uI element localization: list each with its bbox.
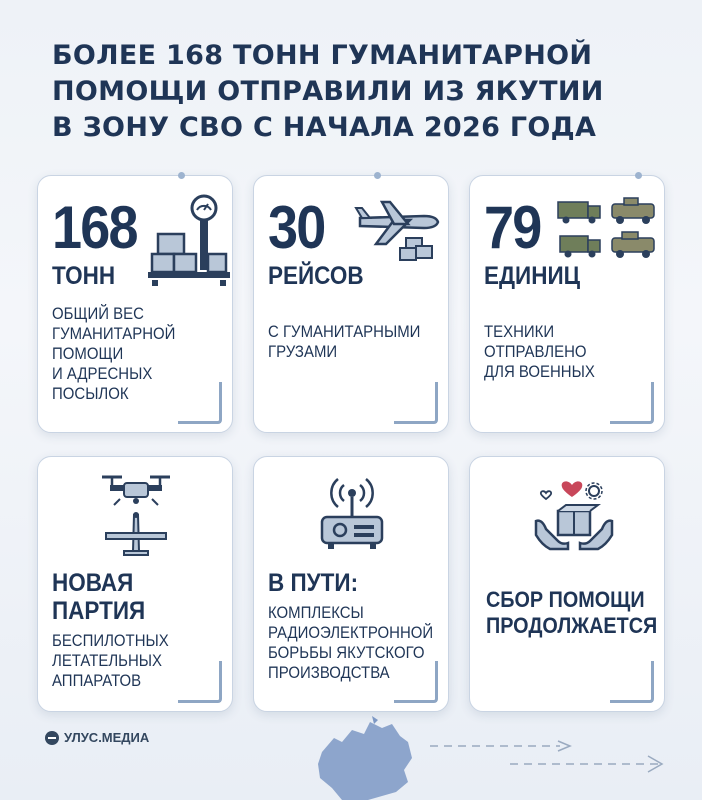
drone-icon bbox=[96, 471, 176, 557]
card-tons bbox=[37, 175, 233, 433]
headline-line-2: ПОМОЩИ ОТПРАВИЛИ ИЗ ЯКУТИИ bbox=[52, 76, 604, 107]
brand-icon bbox=[45, 731, 59, 745]
yakutia-map-icon bbox=[312, 712, 422, 800]
ew-description: КОМПЛЕКСЫ РАДИОЭЛЕКТРОННОЙ БОРЬБЫ ЯКУТСКОГО ПРОИЗВОДСТВА bbox=[268, 603, 434, 682]
card-collection bbox=[469, 456, 665, 712]
flights-number: 30 bbox=[268, 194, 325, 261]
vehicles-number: 79 bbox=[484, 194, 541, 261]
arrow-decoration bbox=[430, 738, 680, 778]
tons-unit: ТОНН bbox=[52, 262, 116, 290]
radio-transmitter-icon bbox=[316, 469, 388, 555]
flights-unit: РЕЙСОВ bbox=[268, 262, 364, 290]
card-flights bbox=[253, 175, 449, 433]
hands-box-heart-icon bbox=[532, 475, 616, 559]
tons-description: ОБЩИЙ ВЕС ГУМАНИТАРНОЙ ПОМОЩИ И АДРЕСНЫХ ПОСЫЛОК bbox=[52, 304, 176, 403]
headline-line-1: БОЛЕЕ 168 ТОНН ГУМАНИТАРНОЙ bbox=[52, 40, 593, 71]
headline-line-3: В ЗОНУ СВО С НАЧАЛА 2026 ГОДА bbox=[52, 112, 597, 143]
tons-number: 168 bbox=[52, 194, 137, 261]
brand-logo bbox=[45, 730, 149, 745]
airplane-cargo-icon bbox=[354, 198, 444, 262]
scale-boxes-icon bbox=[148, 194, 230, 290]
card-drones bbox=[37, 456, 233, 712]
vehicles-unit: ЕДИНИЦ bbox=[484, 262, 581, 290]
brand-name: УЛУС.МЕДИА bbox=[64, 730, 150, 745]
card-ew bbox=[253, 456, 449, 712]
drones-title: НОВАЯ ПАРТИЯ bbox=[52, 569, 146, 625]
collection-description: СБОР ПОМОЩИ ПРОДОЛЖАЕТСЯ bbox=[486, 587, 658, 638]
vehicles-description: ТЕХНИКИ ОТПРАВЛЕНО ДЛЯ ВОЕННЫХ bbox=[484, 322, 595, 381]
card-vehicles bbox=[469, 175, 665, 433]
ew-title: В ПУТИ: bbox=[268, 569, 359, 597]
flights-description: С ГУМАНИТАРНЫМИ ГРУЗАМИ bbox=[268, 322, 421, 361]
drones-description: БЕСПИЛОТНЫХ ЛЕТАТЕЛЬНЫХ АППАРАТОВ bbox=[52, 631, 169, 690]
military-vehicles-icon bbox=[556, 196, 662, 260]
headline bbox=[52, 38, 672, 146]
